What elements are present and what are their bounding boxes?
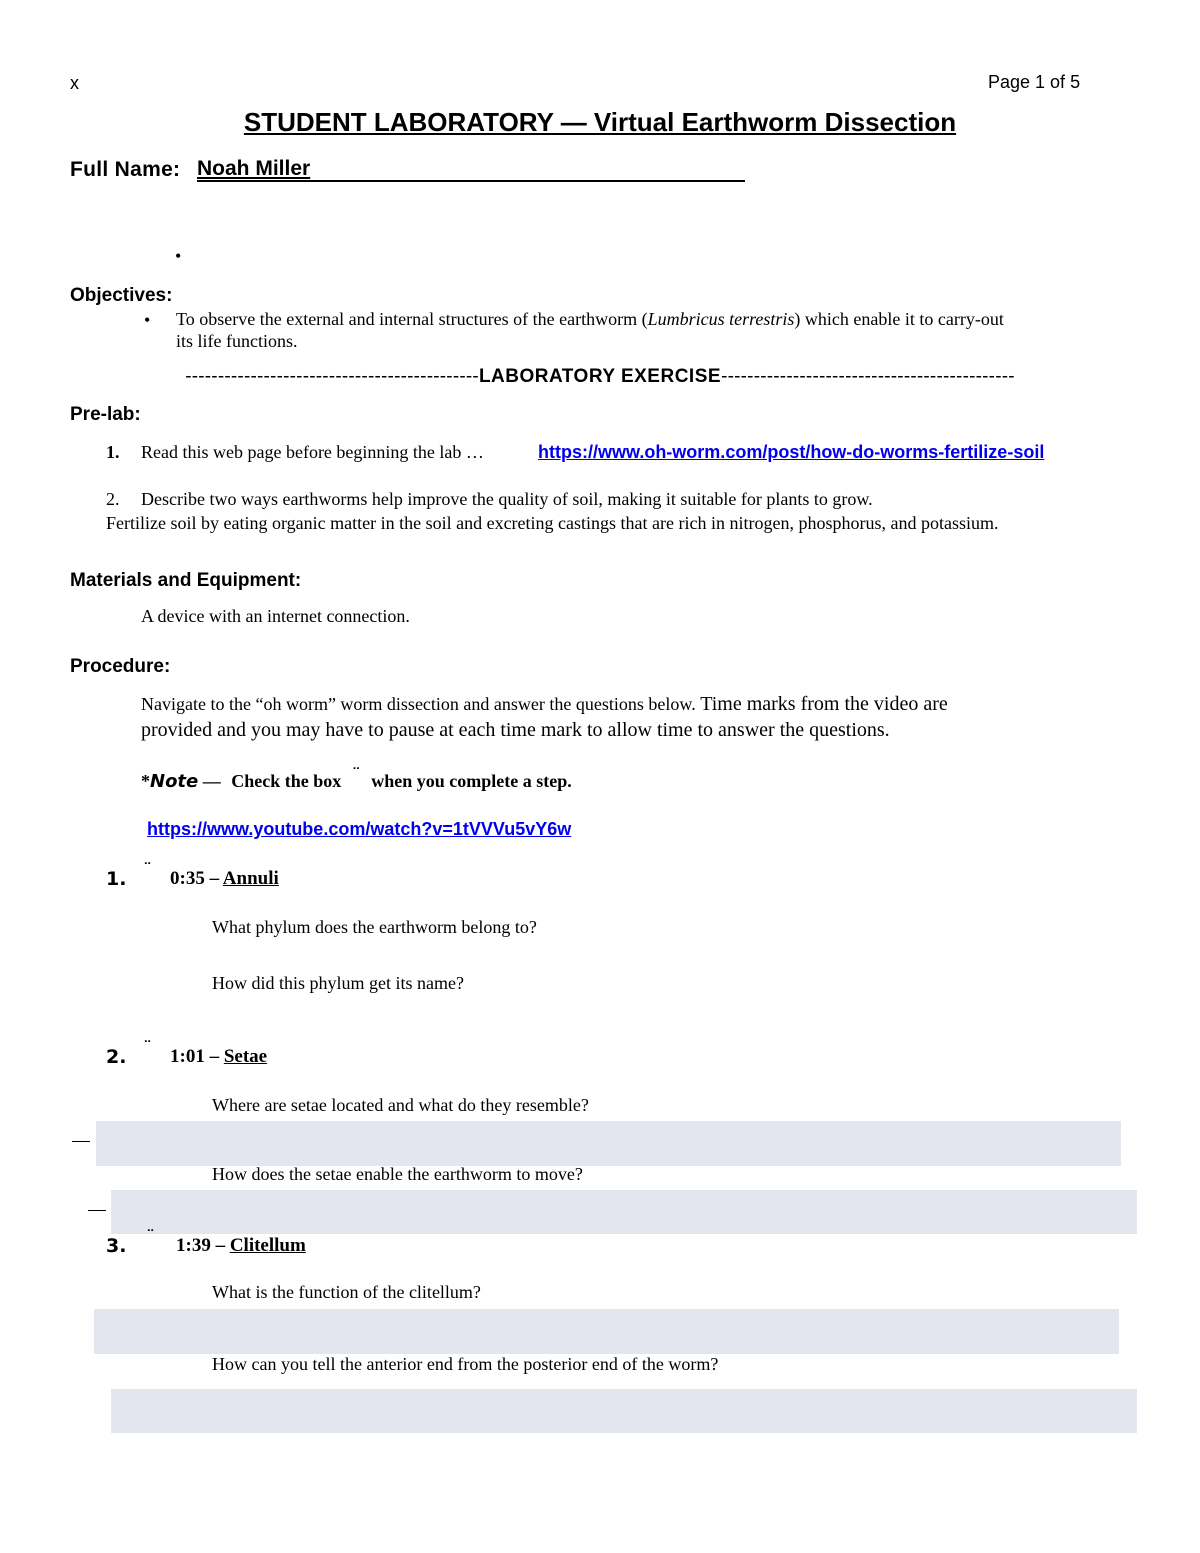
step-3-answer-2-field[interactable] [111, 1389, 1137, 1433]
step-2-number: 2. [106, 1046, 127, 1068]
step-2-question-1: Where are setae located and what do they resemble? [212, 1095, 589, 1115]
empty-bullet: • [175, 246, 182, 266]
step-1-number: 1. [106, 868, 127, 890]
note-checkbox-icon: ¨ [351, 765, 361, 786]
header-mark: x [70, 73, 79, 93]
step-2-answer-1-field[interactable] [96, 1121, 1121, 1166]
full-name-field[interactable] [197, 158, 745, 182]
step-2-answer-1-marker [72, 1141, 90, 1142]
step-1-checkbox[interactable]: ¨ [143, 860, 152, 881]
materials-text: A device with an internet connection. [141, 606, 410, 626]
step-1-question-1: What phylum does the earthworm belong to? [212, 917, 537, 937]
prelab-item1-text: Read this web page before beginning the lab … [141, 442, 484, 462]
prelab-item2-text: Describe two ways earthworms help improve the quality of soil, making it suitable for plants to grow. [141, 489, 873, 509]
page-number: Page 1 of 5 [988, 72, 1081, 92]
lab-exercise-divider: ---------------------------------------------LABORATORY EXERCISE--------------------------------------------- [185, 366, 1015, 387]
procedure-text-line2: provided and you may have to pause at each time mark to allow time to answer the questions. [141, 719, 890, 741]
video-link[interactable]: https://www.youtube.com/watch?v=1tVVVu5vY6w [147, 819, 572, 839]
page-title: STUDENT LABORATORY — Virtual Earthworm Dissection [243, 107, 957, 137]
step-2-answer-2-marker [88, 1210, 106, 1211]
step-3-number: 3. [106, 1235, 127, 1257]
prelab-article-link[interactable]: https://www.oh-worm.com/post/how-do-worms-fertilize-soil [538, 442, 1045, 462]
step-3-title: 1:39 – Clitellum [176, 1235, 306, 1256]
step-3-question-1: What is the function of the clitellum? [212, 1282, 481, 1302]
objectives-text-line2: its life functions. [176, 331, 298, 351]
prelab-heading: Pre-lab: [70, 404, 141, 425]
step-3-checkbox[interactable]: ¨ [146, 1227, 155, 1248]
prelab-item2-number: 2. [106, 489, 120, 509]
step-3-question-2: How can you tell the anterior end from the posterior end of the worm? [212, 1354, 719, 1374]
procedure-heading: Procedure: [70, 656, 171, 677]
objectives-heading: Objectives: [70, 285, 173, 306]
prelab-item1-number: 1. [106, 442, 120, 462]
step-2-question-2: How does the setae enable the earthworm to move? [212, 1164, 583, 1184]
objectives-text: To observe the external and internal structures of the earthworm (Lumbricus terrestris) which enable it to carry-out [176, 309, 1004, 329]
step-2-answer-2-field[interactable] [111, 1190, 1137, 1234]
materials-heading: Materials and Equipment: [70, 570, 302, 591]
note-line: *Note — Check the box ¨ when you complete a step. [141, 765, 572, 792]
step-2-title: 1:01 – Setae [170, 1046, 268, 1067]
objectives-bullet-icon: • [144, 310, 151, 330]
full-name-label: Full Name: [70, 158, 181, 181]
step-1-title: 0:35 – Annuli [170, 868, 279, 889]
step-1-question-2: How did this phylum get its name? [212, 973, 464, 993]
prelab-item2-answer: Fertilize soil by eating organic matter in the soil and excreting castings that are rich in nitrogen, phosphorus, and potassium. [106, 513, 999, 533]
full-name-value: Noah Miller [197, 157, 311, 180]
procedure-text-line1: Navigate to the “oh worm” worm dissection and answer the questions below. Time marks from the video are [141, 693, 948, 715]
step-3-answer-1-field[interactable] [94, 1309, 1119, 1354]
step-2-checkbox[interactable]: ¨ [143, 1038, 152, 1059]
